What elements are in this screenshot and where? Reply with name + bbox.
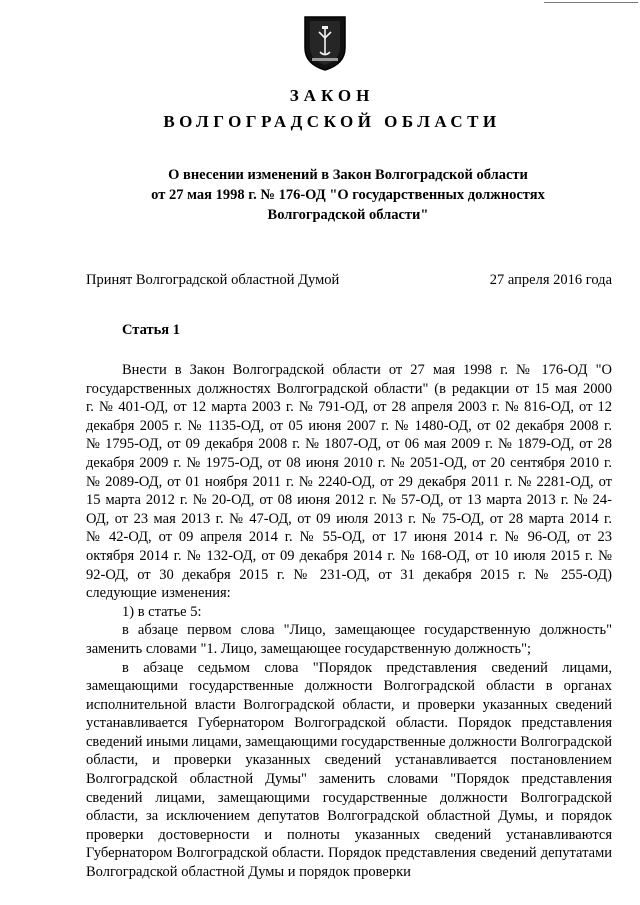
paragraph: Внести в Закон Волгоградской области от 27 мая 1998 г. № 176-ОД "О государственных должностях Волгоградской области" (в редакции от 15 мая 2000 г. № 401-ОД, от 12 марта 2003 г. № 791-ОД, от 28 апреля 2003 г. № 816-ОД, от 12 декабря 2005 г. № 1135-ОД, от 05 июня 2007 г. № 1480-ОД, от 02 декабря 2008 г. № 1795-ОД, от 09 декабря 2008 г. № 1807-ОД, от 06 мая 2009 г. № 1879-ОД, от 28 декабря 2009 г. № 1975-ОД, от 08 июня 2010 г. № 2051-ОД, от 20 сентября 2010 г. № 2089-ОД, от 01 ноября 2011 г. № 2240-ОД, от 29 декабря 2011 г. № 2281-ОД, от 15 марта 2012 г. № 20-ОД, от 08 июня 2012 г. № 57-ОД, от 13 марта 2013 г. № 24-ОД, от 23 мая 2013 г. № 47-ОД, от 09 июля 2013 г. № 75-ОД, от 28 марта 2014 г. № 42-ОД, от 09 апреля 2014 г. № 55-ОД, от 17 июня 2014 г. № 96-ОД, от 23 октября 2014 г. № 132-ОД, от 09 декабря 2014 г. № 168-ОД, от 10 июля 2015 г. № 92-ОД, от 30 декабря 2015 г. № 231-ОД, от 31 декабря 2015 г. № 255-ОД) следующие изменения: [86,362,612,602]
article-heading: Статья 1 [122,322,180,338]
scan-edge-line [544,2,638,3]
law-label: ЗАКОН [289,86,375,105]
paragraph: 1) в статье 5: [122,603,202,620]
law-title-line: О внесении изменений в Закон Волгоградской области [168,167,528,183]
paragraph: в абзаце первом слова "Лицо, замещающее государственную должность" заменить словами "1. Лицо, замещающее государственную должность"; [86,622,612,657]
law-title-line: Волгоградской области" [267,207,429,223]
adoption-date: 27 апреля 2016 года [489,272,612,288]
law-title [0,165,640,225]
article-body [86,361,612,882]
coat-of-arms-icon [302,14,348,72]
adoption-line [86,270,612,290]
adopted-by: Принят Волгоградской областной Думой [86,272,340,288]
region-label: ВОЛГОГРАДСКОЙ ОБЛАСТИ [163,112,501,131]
law-title-line: от 27 мая 1998 г. № 176-ОД "О государственных должностях [151,187,545,203]
paragraph: в абзаце седьмом слова "Порядок представления сведений лицами, замещающими государственные должности Волгоградской области в органах исполнительной власти Волгоградской области, и проверки указанных сведений устанавливается Губернатором Волгоградской области. Порядок представления сведений иными лицами, замещающими государственные должности Волгоградской области, и проверки указанных сведений устанавливается постановлением Волгоградской областной Думы" заменить словами "Порядок представления сведений лицами, замещающими государственные должности Волгоградской области, за исключением депутатов Волгоградской областной Думы, и порядок проверки достоверности и полноты указанных сведений устанавливаются Губернатором Волгоградской области. Порядок представления сведений депутатами Волгоградской областной Думы и порядок проверки [86,659,612,881]
